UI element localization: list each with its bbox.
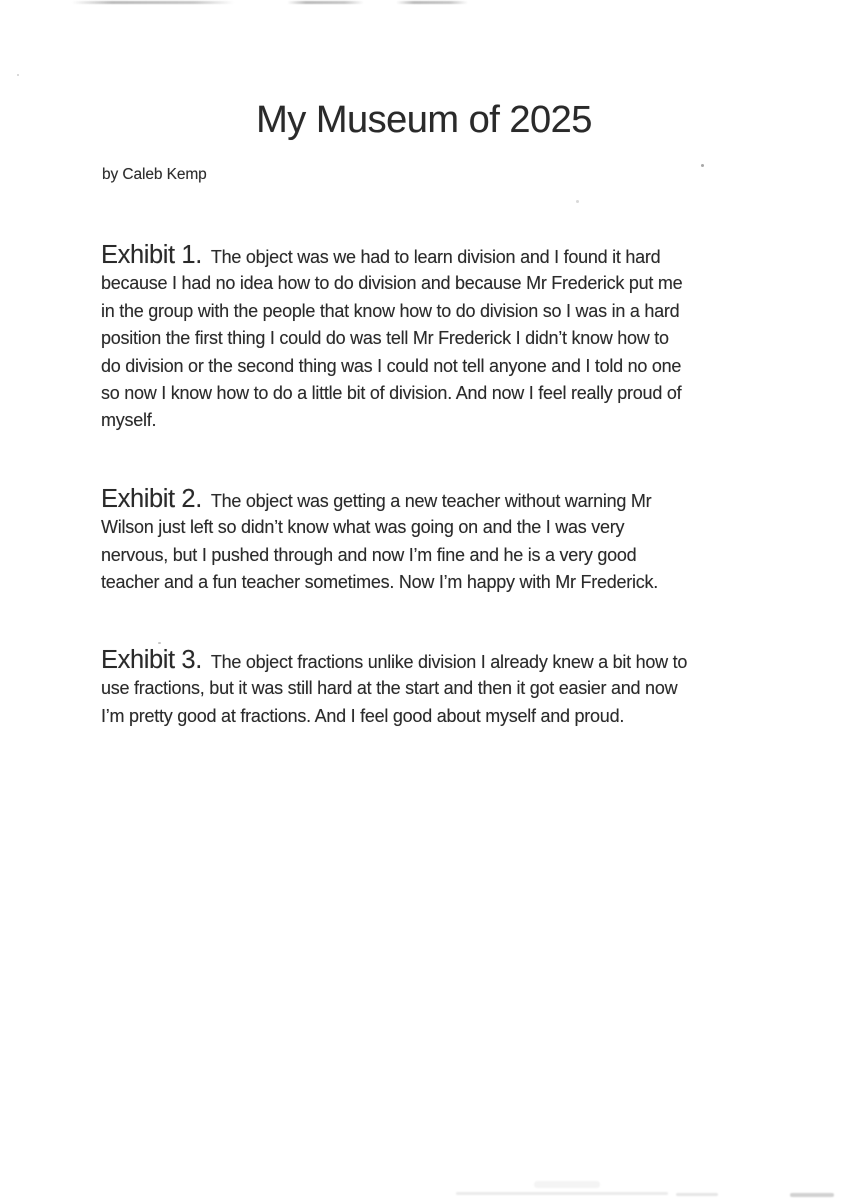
exhibit-text-line: myself. — [101, 410, 157, 431]
exhibit-text-line: I’m pretty good at fractions. And I feel good about myself and proud. — [101, 705, 625, 726]
exhibit-text-line: position the first thing I could do was tell Mr Frederick I didn’t know how to — [101, 328, 669, 349]
exhibit-text-line: use fractions, but it was still hard at the start and then it got easier and now — [101, 678, 678, 699]
exhibit-text-line: teacher and a fun teacher sometimes. Now I’m happy with Mr Frederick. — [101, 572, 658, 593]
exhibit-label: Exhibit 1. — [101, 241, 202, 269]
exhibit-text-line: in the group with the people that know how to do division so I was in a hard — [101, 300, 680, 321]
exhibit-text-line: nervous, but I pushed through and now I’m fine and he is a very good — [101, 544, 637, 565]
scan-artifact-speck — [158, 642, 161, 644]
scan-artifact-top-streak — [287, 1, 364, 4]
exhibit-text: The object was we had to learn division and I found it hard — [210, 247, 661, 267]
exhibit-label: Exhibit 2. — [101, 485, 202, 513]
document-byline: by Caleb Kemp — [102, 166, 207, 183]
exhibit-text-line: so now I know how to do a little bit of division. And now I feel really proud of — [101, 382, 682, 403]
scan-artifact-top-streak — [396, 1, 468, 4]
exhibit-section — [101, 648, 781, 730]
scan-artifact-speck — [701, 164, 704, 167]
scan-artifact-bottom-streak — [456, 1192, 668, 1195]
document-title: My Museum of 2025 — [256, 99, 592, 141]
exhibit-text: The object fractions unlike division I already knew a bit how to — [210, 652, 688, 672]
exhibit-label: Exhibit 3. — [101, 646, 202, 674]
exhibit-section — [101, 243, 781, 435]
scan-artifact-speck — [17, 74, 19, 76]
exhibit-text-line — [101, 243, 781, 270]
scan-artifact-bottom-streak — [676, 1193, 718, 1196]
exhibit-text: The object was getting a new teacher without warning Mr — [210, 491, 652, 511]
exhibit-text-line — [101, 487, 781, 514]
scan-artifact-bottom-streak — [534, 1181, 600, 1188]
exhibit-text-line: Wilson just left so didn’t know what was going on and the I was very — [101, 517, 625, 538]
exhibit-text-line: because I had no idea how to do division and because Mr Frederick put me — [101, 273, 683, 294]
scan-artifact-speck — [576, 200, 579, 203]
scan-artifact-top-streak — [72, 1, 234, 4]
exhibit-section — [101, 487, 781, 597]
exhibit-text-line: do division or the second thing was I could not tell anyone and I told no one — [101, 355, 682, 376]
scan-artifact-bottom-streak — [790, 1193, 834, 1197]
exhibit-text-line — [101, 648, 781, 675]
